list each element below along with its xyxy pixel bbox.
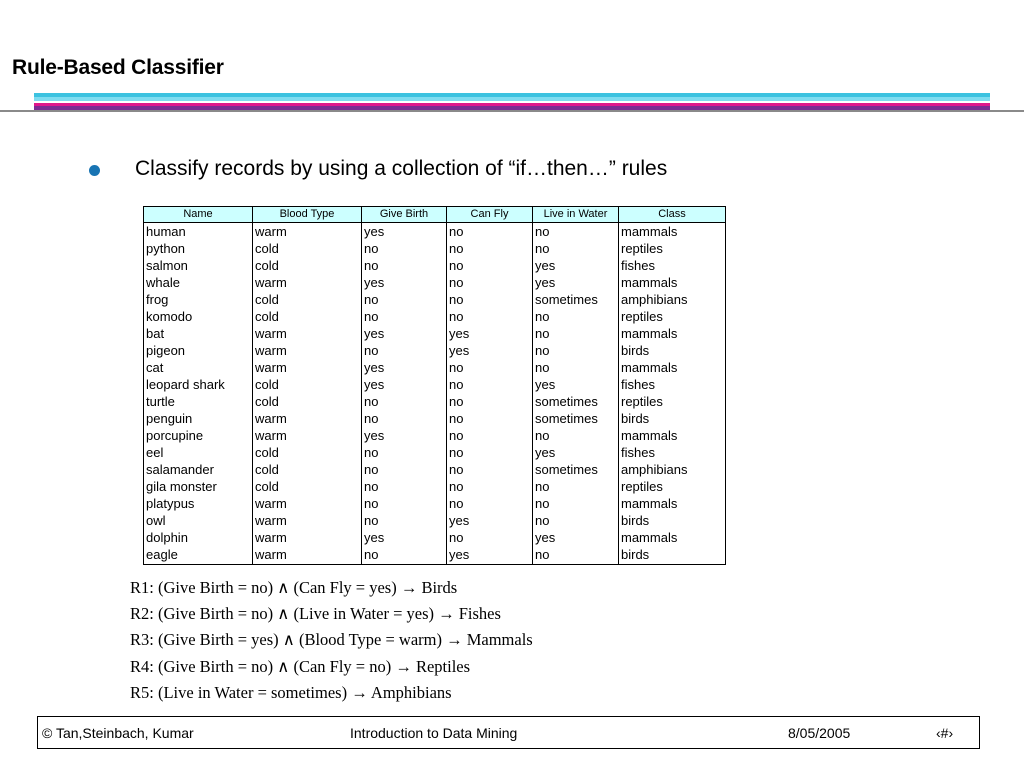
table-cell: no [533, 308, 619, 325]
table-cell: no [447, 223, 533, 241]
table-cell: yes [447, 546, 533, 565]
table-row [144, 444, 726, 461]
table-cell: birds [619, 512, 726, 529]
table-cell: no [447, 291, 533, 308]
table-cell: cold [253, 376, 362, 393]
table-cell: no [533, 478, 619, 495]
table-cell: sometimes [533, 461, 619, 478]
table-cell: yes [533, 376, 619, 393]
animal-data-table [143, 206, 726, 565]
table-row [144, 308, 726, 325]
table-row [144, 291, 726, 308]
table-cell: no [447, 376, 533, 393]
rule-item: R3: (Give Birth = yes) ∧ (Blood Type = warm) → Mammals [130, 630, 533, 650]
bullet-dot-icon [89, 165, 100, 176]
table-cell: no [447, 427, 533, 444]
table-cell: cold [253, 393, 362, 410]
table-cell: no [533, 223, 619, 241]
table-cell: no [533, 495, 619, 512]
table-cell: cat [144, 359, 253, 376]
table-cell: no [447, 257, 533, 274]
table-row [144, 427, 726, 444]
table-cell: pigeon [144, 342, 253, 359]
table-cell: mammals [619, 427, 726, 444]
table-cell: warm [253, 223, 362, 241]
table-cell: sometimes [533, 410, 619, 427]
table-cell: salamander [144, 461, 253, 478]
table-cell: no [447, 410, 533, 427]
table-cell: no [447, 444, 533, 461]
table-cell: mammals [619, 529, 726, 546]
table-cell: owl [144, 512, 253, 529]
footer-date: 8/05/2005 [788, 725, 851, 741]
table-cell: no [362, 478, 447, 495]
table-cell: no [362, 546, 447, 565]
table-cell: no [533, 427, 619, 444]
table-cell: no [362, 240, 447, 257]
table-cell: yes [533, 529, 619, 546]
table-cell: cold [253, 478, 362, 495]
table-cell: eagle [144, 546, 253, 565]
table-cell: python [144, 240, 253, 257]
table-cell: cold [253, 444, 362, 461]
table-cell: no [533, 342, 619, 359]
table-row [144, 410, 726, 427]
table-cell: warm [253, 495, 362, 512]
table-cell: reptiles [619, 478, 726, 495]
table-cell: gila monster [144, 478, 253, 495]
table-cell: frog [144, 291, 253, 308]
table-cell: mammals [619, 359, 726, 376]
table-cell: no [447, 478, 533, 495]
table-cell: yes [362, 325, 447, 342]
table-cell: yes [362, 376, 447, 393]
table-row [144, 240, 726, 257]
table-cell: fishes [619, 257, 726, 274]
table-cell: warm [253, 529, 362, 546]
table-cell: birds [619, 410, 726, 427]
table-cell: bat [144, 325, 253, 342]
table-cell: sometimes [533, 291, 619, 308]
table-cell: reptiles [619, 393, 726, 410]
table-cell: no [362, 257, 447, 274]
table-row [144, 478, 726, 495]
table-cell: yes [362, 427, 447, 444]
table-row [144, 342, 726, 359]
table-cell: no [362, 512, 447, 529]
table-cell: warm [253, 359, 362, 376]
table-cell: no [447, 359, 533, 376]
table-cell: no [362, 444, 447, 461]
table-cell: platypus [144, 495, 253, 512]
column-header: Give Birth [362, 207, 447, 223]
table-row [144, 461, 726, 478]
column-header: Name [144, 207, 253, 223]
table-cell: no [447, 240, 533, 257]
table-cell: no [447, 529, 533, 546]
table-row [144, 376, 726, 393]
table-cell: no [362, 393, 447, 410]
table-cell: no [362, 308, 447, 325]
table-cell: no [533, 240, 619, 257]
table-cell: salmon [144, 257, 253, 274]
table-row [144, 223, 726, 241]
table-cell: warm [253, 342, 362, 359]
table-cell: dolphin [144, 529, 253, 546]
table-cell: turtle [144, 393, 253, 410]
table-cell: warm [253, 274, 362, 291]
table-cell: no [533, 359, 619, 376]
table-cell: mammals [619, 325, 726, 342]
table-row [144, 359, 726, 376]
table-cell: yes [533, 444, 619, 461]
table-cell: no [362, 291, 447, 308]
table-header-row [144, 207, 726, 223]
table-cell: warm [253, 410, 362, 427]
table-cell: yes [362, 359, 447, 376]
table-cell: no [533, 546, 619, 565]
column-header: Can Fly [447, 207, 533, 223]
rules-list [130, 575, 533, 706]
title-underline [0, 110, 1024, 112]
rule-item: R1: (Give Birth = no) ∧ (Can Fly = yes) → Birds [130, 578, 458, 597]
table-row [144, 512, 726, 529]
table-cell: no [447, 461, 533, 478]
footer-page-number: ‹#› [936, 725, 954, 741]
table-cell: penguin [144, 410, 253, 427]
table-cell: cold [253, 308, 362, 325]
column-header: Blood Type [253, 207, 362, 223]
table-cell: amphibians [619, 291, 726, 308]
table-cell: no [447, 495, 533, 512]
table-cell: cold [253, 461, 362, 478]
slide-footer [37, 716, 980, 749]
table-cell: yes [362, 529, 447, 546]
table-row [144, 274, 726, 291]
table-cell: no [533, 512, 619, 529]
table-cell: leopard shark [144, 376, 253, 393]
table-cell: cold [253, 257, 362, 274]
table-cell: mammals [619, 274, 726, 291]
table-cell: birds [619, 342, 726, 359]
table-cell: yes [533, 257, 619, 274]
table-cell: eel [144, 444, 253, 461]
table-row [144, 546, 726, 565]
table-row [144, 257, 726, 274]
table-cell: yes [447, 325, 533, 342]
table-cell: no [533, 325, 619, 342]
table-cell: human [144, 223, 253, 241]
table-cell: mammals [619, 495, 726, 512]
table-cell: no [447, 393, 533, 410]
footer-copyright: © Tan,Steinbach, Kumar [42, 725, 194, 741]
table-cell: cold [253, 291, 362, 308]
table-cell: no [362, 461, 447, 478]
table-cell: yes [447, 342, 533, 359]
table-cell: cold [253, 240, 362, 257]
table-cell: no [362, 495, 447, 512]
table-cell: warm [253, 427, 362, 444]
table-row [144, 325, 726, 342]
rule-item: R4: (Give Birth = no) ∧ (Can Fly = no) → Reptiles [130, 656, 471, 676]
table-cell: fishes [619, 376, 726, 393]
table-cell: komodo [144, 308, 253, 325]
table-cell: no [447, 274, 533, 291]
table-cell: no [362, 410, 447, 427]
table-row [144, 393, 726, 410]
table-cell: yes [362, 274, 447, 291]
table-cell: warm [253, 512, 362, 529]
rule-item: R5: (Live in Water = sometimes) → Amphibians [130, 682, 452, 702]
table-cell: warm [253, 325, 362, 342]
table-row [144, 529, 726, 546]
table-cell: no [447, 308, 533, 325]
column-header: Live in Water [533, 207, 619, 223]
table-cell: reptiles [619, 308, 726, 325]
table-cell: sometimes [533, 393, 619, 410]
table-cell: yes [362, 223, 447, 241]
table-row [144, 495, 726, 512]
rule-item: R2: (Give Birth = no) ∧ (Live in Water = yes) → Fishes [130, 604, 501, 624]
column-header: Class [619, 207, 726, 223]
table-cell: whale [144, 274, 253, 291]
stripe-cyan-light [34, 97, 990, 101]
table-cell: no [362, 342, 447, 359]
table-cell: mammals [619, 223, 726, 241]
table-cell: yes [447, 512, 533, 529]
table-cell: yes [533, 274, 619, 291]
table-body [144, 223, 726, 565]
table-cell: reptiles [619, 240, 726, 257]
table-cell: birds [619, 546, 726, 565]
footer-course: Introduction to Data Mining [350, 725, 518, 741]
slide-title: Rule-Based Classifier [12, 56, 224, 79]
table-cell: fishes [619, 444, 726, 461]
bullet-text: Classify records by using a collection of “if…then…” rules [135, 157, 668, 180]
table-cell: porcupine [144, 427, 253, 444]
table-cell: amphibians [619, 461, 726, 478]
table-cell: warm [253, 546, 362, 565]
